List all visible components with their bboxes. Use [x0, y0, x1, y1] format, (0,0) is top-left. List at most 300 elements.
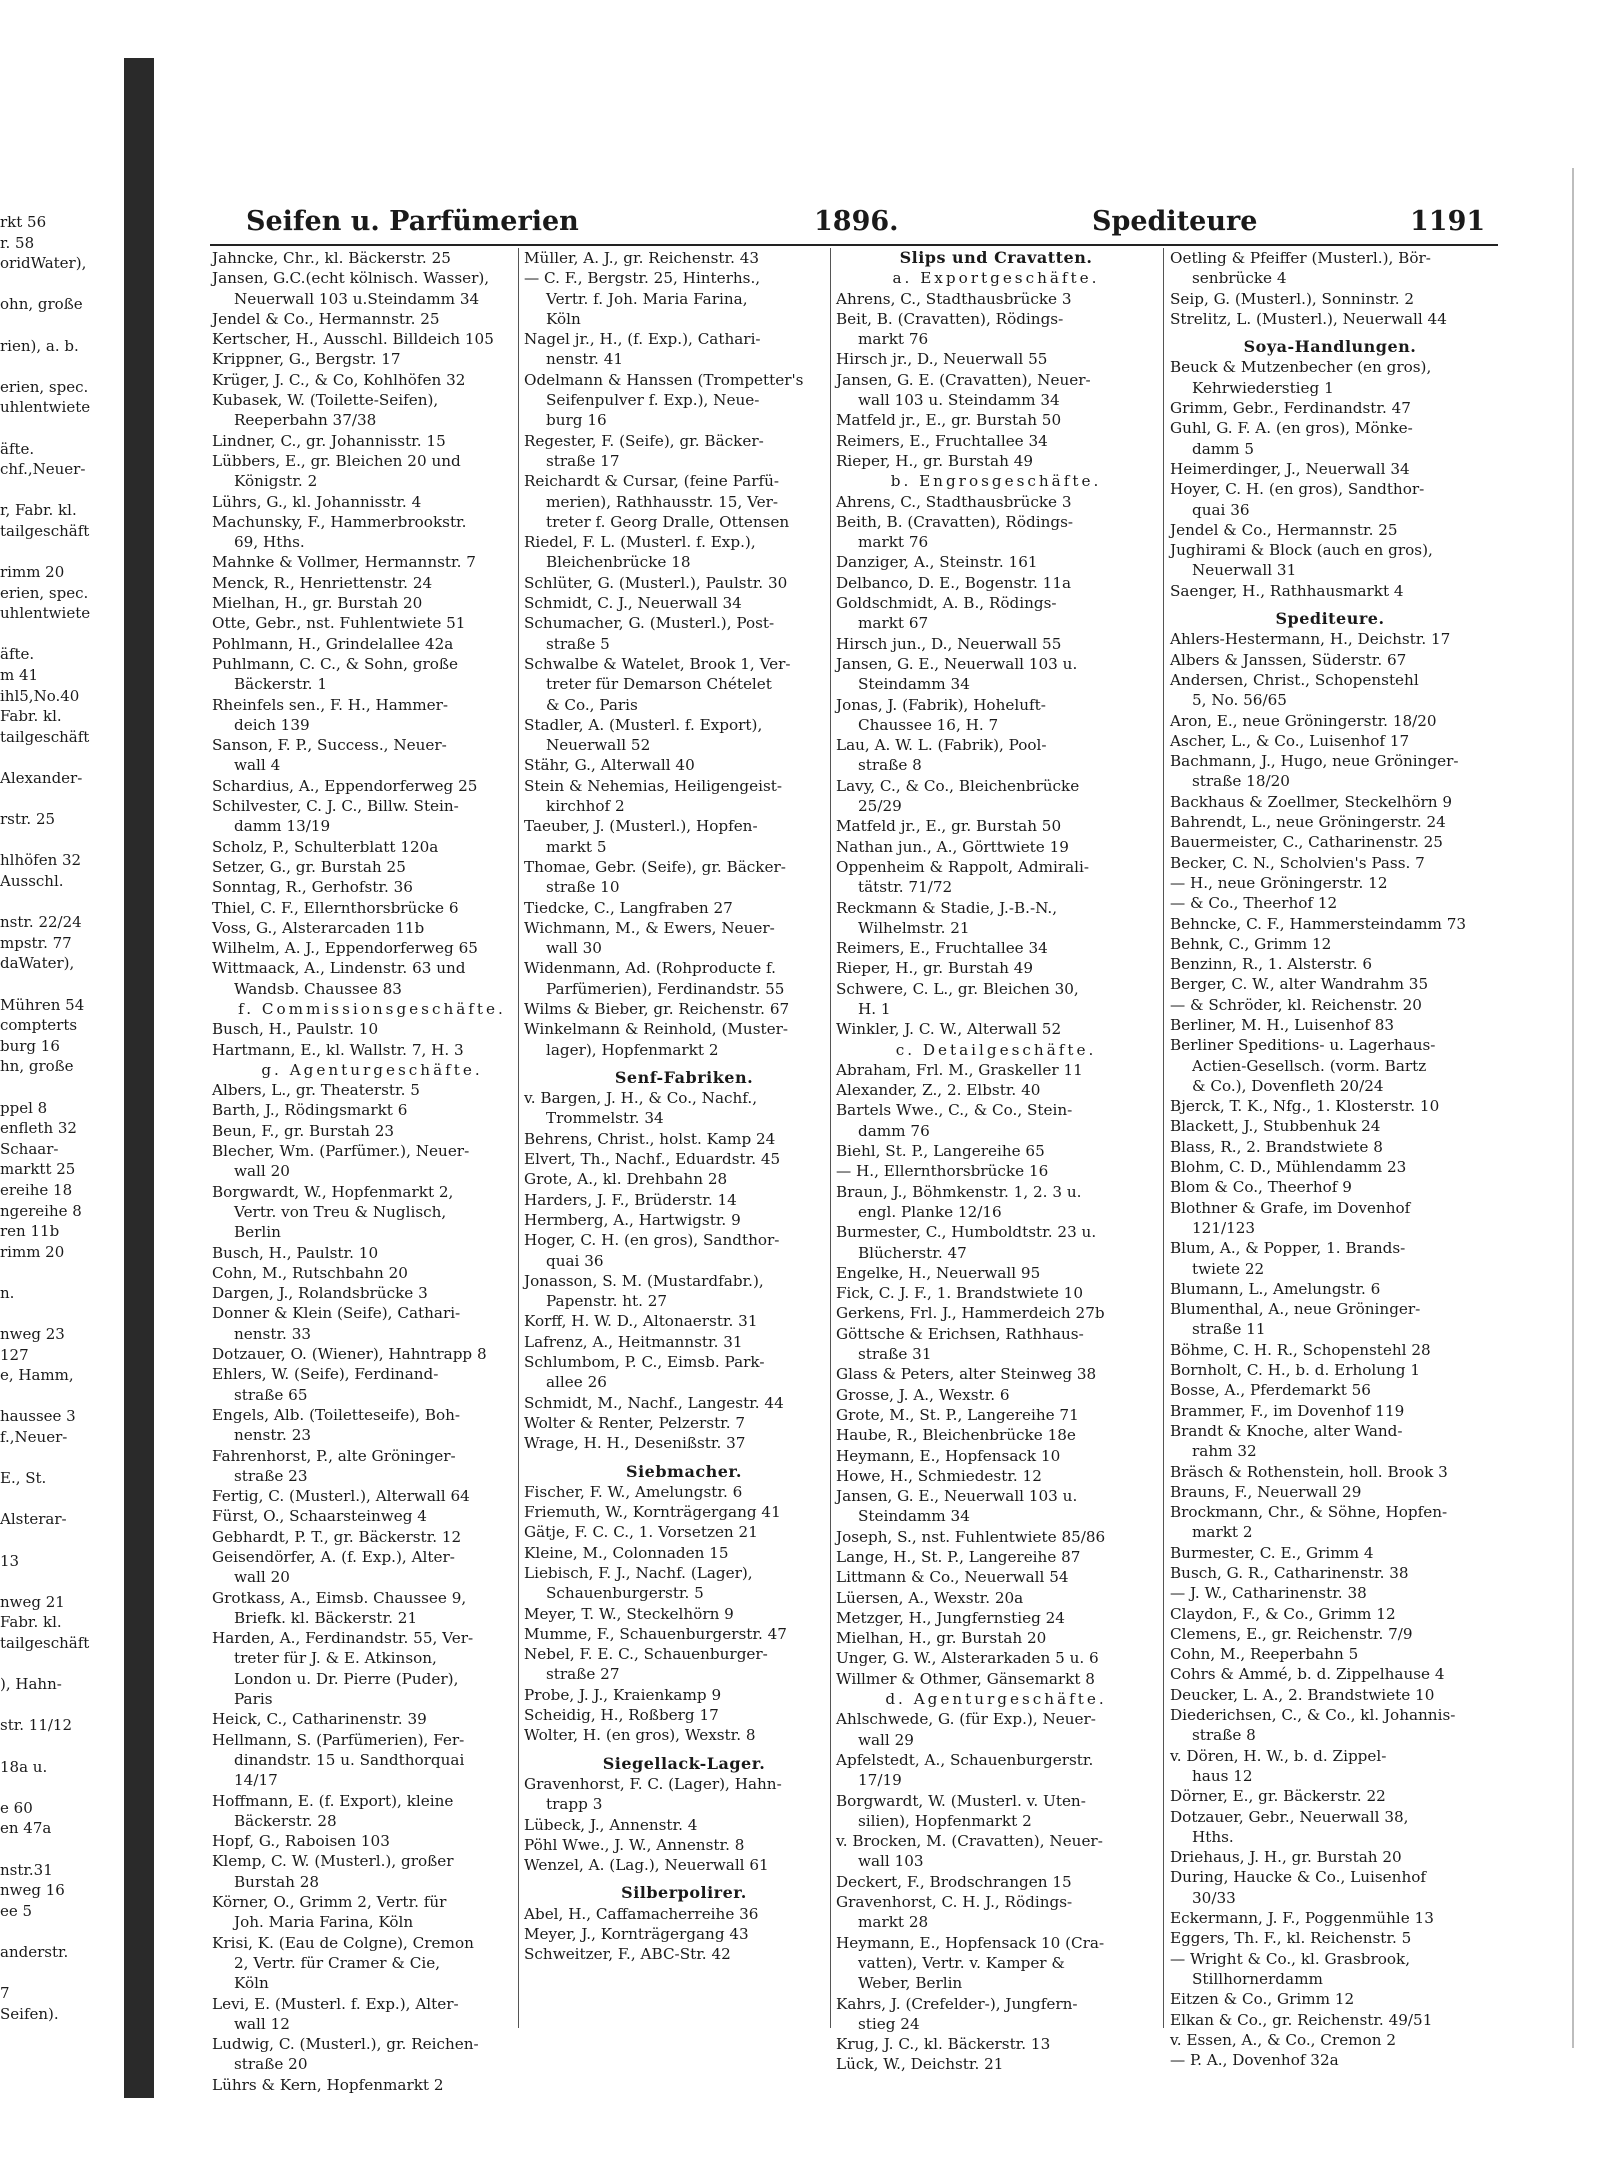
- fragment-line: ngereihe 8: [0, 1201, 82, 1220]
- directory-entry: Eitzen & Co., Grimm 12: [1170, 1990, 1355, 2009]
- directory-entry: Abel, H., Caffamacherreihe 36: [524, 1904, 759, 1923]
- directory-entry: Winkler, J. C. W., Alterwall 52: [836, 1020, 1062, 1039]
- directory-entry: Nebel, F. E. C., Schauenburger-: [524, 1645, 768, 1664]
- directory-entry: Blom & Co., Theerhof 9: [1170, 1178, 1352, 1197]
- entry-continuation: straße 11: [1192, 1320, 1266, 1339]
- fragment-line: [0, 1077, 118, 1098]
- fragment-line: äfte.: [0, 645, 35, 664]
- directory-entry: Behncke, C. F., Hammersteindamm 73: [1170, 914, 1467, 933]
- directory-entry: Blum, A., & Popper, 1. Brands-: [1170, 1239, 1406, 1258]
- entry-continuation: allee 26: [546, 1373, 607, 1392]
- directory-entry: Littmann & Co., Neuerwall 54: [836, 1568, 1069, 1587]
- entry-continuation: nenstr. 41: [546, 350, 624, 369]
- fragment-line: nstr.31: [0, 1860, 53, 1879]
- column-divider: [1163, 248, 1164, 2028]
- directory-entry: Dörner, E., gr. Bäckerstr. 22: [1170, 1787, 1386, 1806]
- directory-entry: Otte, Gebr., nst. Fuhlentwiete 51: [212, 614, 466, 633]
- directory-entry: Elkan & Co., gr. Reichenstr. 49/51: [1170, 2010, 1433, 2029]
- directory-entry: Jendel & Co., Hermannstr. 25: [212, 309, 440, 328]
- directory-entry: Grosse, J. A., Wexstr. 6: [836, 1385, 1010, 1404]
- directory-entry: Driehaus, J. H., gr. Burstah 20: [1170, 1848, 1402, 1867]
- directory-entry: Korff, H. W. D., Altonaerstr. 31: [524, 1312, 758, 1331]
- section-spacer: [1170, 601, 1490, 609]
- fragment-line: 7: [0, 1984, 10, 2003]
- header-rule: [210, 244, 1498, 246]
- entry-continuation: markt 67: [858, 614, 929, 633]
- section-spacer: [524, 1746, 844, 1754]
- entry-continuation: markt 5: [546, 837, 607, 856]
- entry-continuation: nenstr. 23: [234, 1426, 312, 1445]
- header-section-right: Spediteure: [1092, 206, 1258, 237]
- directory-entry: Haube, R., Bleichenbrücke 18e: [836, 1426, 1076, 1445]
- fragment-line: tailgeschäft: [0, 521, 90, 540]
- fragment-line: ppel 8: [0, 1098, 48, 1117]
- header-year: 1896.: [814, 206, 899, 237]
- fragment-line: [0, 274, 118, 295]
- fragment-line: [0, 624, 118, 645]
- entry-continuation: treter f. Georg Dralle, Ottensen: [546, 512, 790, 531]
- fragment-line: 127: [0, 1345, 29, 1364]
- fragment-line: Alsterar-: [0, 1510, 67, 1529]
- directory-entry: Wolter & Renter, Pelzerstr. 7: [524, 1413, 746, 1432]
- entry-continuation: straße 10: [546, 878, 620, 897]
- fragment-line: tailgeschäft: [0, 1633, 90, 1652]
- directory-entry: Berliner Speditions- u. Lagerhaus-: [1170, 1036, 1436, 1055]
- fragment-line: haussee 3: [0, 1407, 76, 1426]
- entry-continuation: Bleichenbrücke 18: [546, 553, 691, 572]
- fragment-line: nstr. 22/24: [0, 913, 82, 932]
- directory-entry: Borgwardt, W., Hopfenmarkt 2,: [212, 1182, 454, 1201]
- fragment-line: [0, 542, 118, 563]
- entry-continuation: Bäckerstr. 1: [234, 675, 327, 694]
- directory-entry: — & Co., Theerhof 12: [1170, 894, 1338, 913]
- fragment-line: n.: [0, 1283, 15, 1302]
- fragment-line: Fabr. kl.: [0, 1613, 62, 1632]
- fragment-line: uhlentwiete: [0, 398, 91, 417]
- directory-entry: Heymann, E., Hopfensack 10 (Cra-: [836, 1933, 1105, 1952]
- directory-entry: Meyer, J., Kornträgergang 43: [524, 1925, 749, 1944]
- directory-entry: Blecher, Wm. (Parfümer.), Neuer-: [212, 1142, 470, 1161]
- directory-entry: Puhlmann, C. C., & Sohn, große: [212, 654, 458, 673]
- directory-entry: Heick, C., Catharinenstr. 39: [212, 1710, 427, 1729]
- entry-continuation: 30/33: [1192, 1888, 1236, 1907]
- directory-entry: Göttsche & Erichsen, Rathhaus-: [836, 1324, 1084, 1343]
- entry-continuation: wall 29: [858, 1730, 914, 1749]
- directory-entry: Schumacher, G. (Musterl.), Post-: [524, 614, 775, 633]
- directory-entry: Kahrs, J. (Crefelder-), Jungfern-: [836, 1994, 1078, 2013]
- entry-continuation: Seifenpulver f. Exp.), Neue-: [546, 391, 760, 410]
- fragment-line: rien), a. b.: [0, 336, 79, 355]
- directory-entry: Blumann, L., Amelungstr. 6: [1170, 1279, 1381, 1298]
- directory-entry: Blumenthal, A., neue Gröninger-: [1170, 1300, 1421, 1319]
- directory-entry: Braun, J., Böhmkenstr. 1, 2. 3 u.: [836, 1182, 1082, 1201]
- directory-entry: Saenger, H., Rathhausmarkt 4: [1170, 581, 1404, 600]
- fragment-line: oridWater),: [0, 254, 87, 273]
- directory-entry: Kertscher, H., Ausschl. Billdeich 105: [212, 330, 494, 349]
- directory-entry: Lange, H., St. P., Langereihe 87: [836, 1548, 1081, 1566]
- entry-continuation: Joh. Maria Farina, Köln: [234, 1913, 414, 1932]
- directory-entry: During, Haucke & Co., Luisenhof: [1170, 1868, 1426, 1887]
- entry-continuation: Neuerwall 103 u.Steindamm 34: [234, 289, 480, 308]
- directory-entry: Stadler, A. (Musterl. f. Export),: [524, 715, 763, 734]
- directory-entry: Brandt & Knoche, alter Wand-: [1170, 1421, 1403, 1440]
- fragment-line: Alexander-: [0, 769, 83, 788]
- directory-entry: Bjerck, T. K., Nfg., 1. Klosterstr. 10: [1170, 1097, 1440, 1116]
- directory-entry: Bauermeister, C., Catharinenstr. 25: [1170, 833, 1443, 852]
- fragment-line: erien, spec.: [0, 583, 89, 602]
- entry-continuation: straße 23: [234, 1466, 308, 1485]
- entry-continuation: damm 5: [1192, 439, 1255, 458]
- fragment-line: [0, 830, 118, 851]
- directory-entry: Hoger, C. H. (en gros), Sandthor-: [524, 1231, 780, 1250]
- entry-continuation: markt 2: [1192, 1523, 1253, 1542]
- directory-entry: Elvert, Th., Nachf., Eduardstr. 45: [524, 1150, 781, 1169]
- directory-entry: Machunsky, F., Hammerbrookstr.: [212, 512, 467, 531]
- directory-entry: Liebisch, F. J., Nachf. (Lager),: [524, 1564, 753, 1582]
- directory-entry: Willmer & Othmer, Gänsemarkt 8: [836, 1669, 1095, 1688]
- fragment-line: rimm 20: [0, 1242, 65, 1261]
- directory-entry: Bornholt, C. H., b. d. Erholung 1: [1170, 1361, 1421, 1380]
- fragment-line: compterts: [0, 1016, 78, 1035]
- entry-continuation: wall 20: [234, 1568, 290, 1587]
- directory-entry: Dotzauer, Gebr., Neuerwall 38,: [1170, 1807, 1409, 1826]
- directory-entry: Busch, H., Paulstr. 10: [212, 1020, 379, 1039]
- directory-entry: Riedel, F. L. (Musterl. f. Exp.),: [524, 533, 756, 552]
- directory-entry: Körner, O., Grimm 2, Vertr. für: [212, 1893, 447, 1912]
- directory-entry: Reimers, E., Fruchtallee 34: [836, 939, 1048, 958]
- entry-continuation: 14/17: [234, 1771, 278, 1790]
- directory-entry: Schweitzer, F., ABC-Str. 42: [524, 1945, 731, 1964]
- directory-entry: Berger, C. W., alter Wandrahm 35: [1170, 975, 1429, 994]
- directory-entry: Hopf, G., Raboisen 103: [212, 1832, 390, 1851]
- entry-continuation: 17/19: [858, 1771, 902, 1790]
- entry-continuation: straße 20: [234, 2055, 308, 2074]
- entry-continuation: straße 8: [1192, 1726, 1256, 1745]
- directory-entry: Beun, F., gr. Burstah 23: [212, 1121, 395, 1140]
- directory-entry: Lavy, C., & Co., Bleichenbrücke: [836, 776, 1080, 795]
- directory-entry: Stähr, G., Alterwall 40: [524, 756, 695, 775]
- page-number: 1191: [1410, 206, 1486, 237]
- directory-entry: Setzer, G., gr. Burstah 25: [212, 857, 406, 876]
- directory-entry: Ehlers, W. (Seife), Ferdinand-: [212, 1365, 439, 1384]
- directory-entry: Unger, G. W., Alsterarkaden 5 u. 6: [836, 1649, 1099, 1668]
- directory-entry: Grote, M., St. P., Langereihe 71: [836, 1405, 1079, 1424]
- directory-entry: Berliner, M. H., Luisenhof 83: [1170, 1015, 1395, 1034]
- directory-entry: — H., neue Gröningerstr. 12: [1170, 873, 1388, 892]
- fragment-line: [0, 747, 118, 768]
- fragment-line: Fabr. kl.: [0, 707, 62, 726]
- entry-continuation: 5, No. 56/65: [1192, 691, 1287, 710]
- fragment-line: m 41: [0, 666, 39, 685]
- directory-entry: Lührs, G., kl. Johannisstr. 4: [212, 492, 422, 511]
- directory-entry: Abraham, Frl. M., Graskeller 11: [836, 1060, 1083, 1079]
- entry-continuation: straße 18/20: [1192, 772, 1290, 791]
- directory-entry: Seip, G. (Musterl.), Sonninstr. 2: [1170, 289, 1415, 308]
- entry-continuation: quai 36: [546, 1251, 604, 1270]
- fragment-line: [0, 1571, 118, 1592]
- fragment-line: [0, 1921, 118, 1942]
- directory-entry: Ahrens, C., Stadthausbrücke 3: [836, 289, 1072, 308]
- directory-entry: Rieper, H., gr. Burstah 49: [836, 959, 1034, 978]
- directory-entry: Grotkass, A., Eimsb. Chaussee 9,: [212, 1588, 467, 1607]
- directory-entry: — C. F., Bergstr. 25, Hinterhs.,: [524, 269, 761, 288]
- fragment-line: tailgeschäft: [0, 727, 90, 746]
- fragment-line: chf.,Neuer-: [0, 460, 86, 479]
- directory-entry: Pöhl Wwe., J. W., Annenstr. 8: [524, 1835, 745, 1854]
- directory-entry: Thiel, C. F., Ellernthorsbrücke 6: [212, 898, 459, 917]
- directory-entry: Danziger, A., Steinstr. 161: [836, 553, 1038, 572]
- directory-entry: Stein & Nehemias, Heiligengeist-: [524, 776, 783, 795]
- entry-continuation: trapp 3: [546, 1795, 603, 1814]
- directory-entry: Krüger, J. C., & Co, Kohlhöfen 32: [212, 370, 466, 389]
- directory-entry: Schmidt, M., Nachf., Langestr. 44: [524, 1393, 784, 1412]
- directory-entry: Deckert, F., Brodschrangen 15: [836, 1872, 1072, 1891]
- fragment-line: enfleth 32: [0, 1119, 77, 1138]
- entry-continuation: Königstr. 2: [234, 472, 318, 491]
- entry-continuation: wall 20: [234, 1162, 290, 1181]
- directory-entry: Delbanco, D. E., Bogenstr. 11a: [836, 573, 1072, 592]
- entry-continuation: rahm 32: [1192, 1442, 1257, 1461]
- directory-entry: Taeuber, J. (Musterl.), Hopfen-: [524, 817, 758, 836]
- directory-entry: Krisi, K. (Eau de Colgne), Cremon: [212, 1933, 474, 1952]
- directory-entry: v. Bargen, J. H., & Co., Nachf.,: [524, 1089, 758, 1108]
- subsection-heading: d. Agenturgeschäfte.: [885, 1690, 1107, 1709]
- entry-continuation: damm 76: [858, 1121, 930, 1140]
- fragment-line: [0, 1736, 118, 1757]
- directory-entry: Deucker, L. A., 2. Brandstwiete 10: [1170, 1685, 1435, 1704]
- directory-entry: Levi, E. (Musterl. f. Exp.), Alter-: [212, 1994, 459, 2013]
- directory-entry: Friemuth, W., Kornträgergang 41: [524, 1503, 781, 1522]
- directory-entry: Lübbers, E., gr. Bleichen 20 und: [212, 451, 461, 470]
- book-spine-shadow: [124, 58, 154, 2098]
- entry-continuation: Schauenburgerstr. 5: [546, 1584, 704, 1603]
- directory-entry: Lübeck, J., Annenstr. 4: [524, 1815, 698, 1834]
- entry-continuation: Chaussee 16, H. 7: [858, 715, 999, 734]
- directory-entry: Voss, G., Alsterarcaden 11b: [212, 918, 425, 937]
- directory-entry: Ludwig, C. (Musterl.), gr. Reichen-: [212, 2035, 479, 2054]
- entry-continuation: & Co., Paris: [546, 695, 638, 714]
- directory-entry: Mielhan, H., gr. Burstah 20: [212, 594, 423, 613]
- entry-continuation: Wilhelmstr. 21: [858, 918, 970, 937]
- directory-entry: Wilhelm, A. J., Eppendorferweg 65: [212, 939, 478, 958]
- entry-continuation: Hths.: [1192, 1827, 1234, 1846]
- entry-continuation: silien), Hopfenmarkt 2: [858, 1811, 1032, 1830]
- directory-entry: Busch, G. R., Catharinenstr. 38: [1170, 1564, 1409, 1582]
- entry-continuation: Köln: [546, 309, 581, 328]
- entry-continuation: Burstah 28: [234, 1872, 320, 1891]
- directory-entry: Blohm, C. D., Mühlendamm 23: [1170, 1158, 1407, 1177]
- fragment-line: [0, 892, 118, 913]
- directory-entry: Benzinn, R., 1. Alsterstr. 6: [1170, 955, 1373, 974]
- entry-continuation: wall 103 u. Steindamm 34: [858, 391, 1060, 410]
- directory-entry: Kleine, M., Colonnaden 15: [524, 1543, 729, 1562]
- directory-entry: Ahrens, C., Stadthausbrücke 3: [836, 492, 1072, 511]
- fragment-line: [0, 418, 118, 439]
- directory-entry: Lüersen, A., Wexstr. 20a: [836, 1588, 1024, 1607]
- entry-continuation: straße 65: [234, 1385, 308, 1404]
- directory-entry: Gätje, F. C. C., 1. Vorsetzen 21: [524, 1523, 758, 1542]
- directory-entry: Winkelmann & Reinhold, (Muster-: [524, 1020, 788, 1039]
- directory-entry: Gravenhorst, C. H. J., Rödings-: [836, 1893, 1073, 1912]
- directory-entry: — J. W., Catharinenstr. 38: [1170, 1584, 1367, 1603]
- directory-entry: Wittmaack, A., Lindenstr. 63 und: [212, 959, 466, 978]
- directory-entry: Pohlmann, H., Grindelallee 42a: [212, 634, 454, 653]
- section-spacer: [524, 1875, 844, 1883]
- entry-continuation: haus 12: [1192, 1766, 1253, 1785]
- directory-entry: Meyer, T. W., Steckelhörn 9: [524, 1604, 734, 1623]
- fragment-line: [0, 789, 118, 810]
- fragment-line: anderstr.: [0, 1942, 69, 1961]
- directory-entry: Jansen, G. E. (Cravatten), Neuer-: [836, 370, 1091, 389]
- entry-continuation: Kehrwiederstieg 1: [1192, 378, 1334, 397]
- directory-entry: Probe, J. J., Kraienkamp 9: [524, 1685, 722, 1704]
- directory-entry: Behrens, Christ., holst. Kamp 24: [524, 1129, 776, 1148]
- directory-entry: Burmester, C., Humboldtstr. 23 u.: [836, 1223, 1097, 1242]
- directory-entry: Rieper, H., gr. Burstah 49: [836, 451, 1034, 470]
- directory-entry: Dotzauer, O. (Wiener), Hahntrapp 8: [212, 1345, 487, 1364]
- directory-entry: Guhl, G. F. A. (en gros), Mönke-: [1170, 419, 1413, 438]
- facing-page-fragment: [0, 212, 118, 2023]
- directory-entry: Busch, H., Paulstr. 10: [212, 1243, 379, 1262]
- entry-continuation: 25/29: [858, 797, 902, 816]
- running-header: [246, 206, 1496, 240]
- fragment-line: nweg 21: [0, 1592, 65, 1611]
- directory-entry: Scheidig, H., Roßberg 17: [524, 1706, 719, 1725]
- directory-entry: Fürst, O., Schaarsteinweg 4: [212, 1507, 427, 1526]
- entry-continuation: burg 16: [546, 411, 607, 430]
- directory-entry: Wichmann, M., & Ewers, Neuer-: [524, 918, 775, 937]
- directory-entry: Andersen, Christ., Schopenstehl: [1170, 670, 1419, 689]
- fragment-line: [0, 1777, 118, 1798]
- directory-entry: Mumme, F., Schauenburgerstr. 47: [524, 1624, 787, 1643]
- fragment-line: [0, 356, 118, 377]
- directory-entry: Brockmann, Chr., & Söhne, Hopfen-: [1170, 1503, 1448, 1522]
- entry-continuation: straße 8: [858, 756, 922, 775]
- entry-continuation: Bäckerstr. 28: [234, 1811, 337, 1830]
- directory-entry: Blothner & Grafe, im Dovenhof: [1170, 1198, 1411, 1217]
- directory-entry: Bosse, A., Pferdemarkt 56: [1170, 1381, 1371, 1400]
- directory-entry: Gravenhorst, F. C. (Lager), Hahn-: [524, 1774, 782, 1793]
- entry-continuation: straße 27: [546, 1665, 620, 1684]
- directory-entry: Müller, A. J., gr. Reichenstr. 43: [524, 249, 760, 267]
- directory-entry: — & Schröder, kl. Reichenstr. 20: [1170, 995, 1422, 1014]
- section-heading: Slips und Cravatten.: [899, 248, 1093, 267]
- directory-entry: Tiedcke, C., Langfraben 27: [524, 898, 733, 917]
- directory-entry: Jonas, J. (Fabrik), Hoheluft-: [836, 695, 1046, 714]
- fragment-line: hn, große: [0, 1057, 74, 1076]
- fragment-line: Ausschl.: [0, 872, 64, 890]
- directory-entry: Behnk, C., Grimm 12: [1170, 934, 1332, 953]
- directory-entry: Krippner, G., Bergstr. 17: [212, 350, 401, 369]
- entry-continuation: nenstr. 33: [234, 1324, 312, 1343]
- fragment-line: [0, 1262, 118, 1283]
- entry-continuation: & Co.), Dovenfleth 20/24: [1192, 1076, 1384, 1095]
- fragment-line: en 47a: [0, 1819, 52, 1838]
- directory-entry: Matfeld jr., E., gr. Burstah 50: [836, 411, 1062, 430]
- section-heading: Senf-Fabriken.: [614, 1067, 754, 1087]
- directory-entry: Klemp, C. W. (Musterl.), großer: [212, 1852, 454, 1871]
- fragment-line: hlhöfen 32: [0, 851, 82, 870]
- directory-entry: Hirsch jr., D., Neuerwall 55: [836, 350, 1048, 369]
- entry-continuation: tätstr. 71/72: [858, 878, 953, 897]
- directory-entry: Jansen, G.C.(echt kölnisch. Wasser),: [212, 269, 490, 288]
- directory-entry: Bachmann, J., Hugo, neue Gröninger-: [1170, 752, 1459, 771]
- entry-continuation: Vertr. von Treu & Nuglisch,: [234, 1202, 447, 1221]
- directory-entry: Mahnke & Vollmer, Hermannstr. 7: [212, 553, 476, 572]
- section-spacer: [524, 1060, 844, 1068]
- entry-continuation: dinandstr. 15 u. Sandthorquai: [234, 1750, 465, 1769]
- directory-entry: Odelmann & Hanssen (Trompetter's: [524, 370, 804, 389]
- entry-continuation: Wandsb. Chaussee 83: [234, 979, 402, 998]
- fragment-line: [0, 974, 118, 995]
- entry-continuation: Trommelstr. 34: [546, 1109, 664, 1128]
- directory-entry: Bartels Wwe., C., & Co., Stein-: [836, 1101, 1073, 1120]
- entry-continuation: senbrücke 4: [1192, 269, 1287, 288]
- subsection-heading: c. Detailgeschäfte.: [895, 1040, 1097, 1059]
- directory-entry: Biehl, St. P., Langereihe 65: [836, 1142, 1045, 1161]
- fragment-line: [0, 1962, 118, 1983]
- fragment-line: Schaar-: [0, 1139, 59, 1158]
- directory-entry: Borgwardt, W. (Musterl. v. Uten-: [836, 1791, 1086, 1810]
- directory-entry: Regester, F. (Seife), gr. Bäcker-: [524, 431, 764, 450]
- entry-continuation: Vertr. f. Joh. Maria Farina,: [546, 289, 748, 308]
- directory-entry: Hartmann, E., kl. Wallstr. 7, H. 3: [212, 1040, 464, 1059]
- directory-entry: Schlüter, G. (Musterl.), Paulstr. 30: [524, 573, 788, 592]
- fragment-line: mpstr. 77: [0, 933, 72, 952]
- entry-continuation: lager), Hopfenmarkt 2: [546, 1040, 719, 1059]
- directory-entry: — Wright & Co., kl. Grasbrook,: [1170, 1949, 1411, 1968]
- directory-entry: Krug, J. C., kl. Bäckerstr. 13: [836, 2035, 1051, 2054]
- directory-entry: Nagel jr., H., (f. Exp.), Cathari-: [524, 330, 761, 349]
- section-heading: Siegellack-Lager.: [602, 1753, 766, 1773]
- directory-entry: Claydon, F., & Co., Grimm 12: [1170, 1604, 1396, 1623]
- entry-continuation: H. 1: [858, 999, 891, 1018]
- fragment-line: nweg 23: [0, 1325, 65, 1344]
- entry-continuation: Reeperbahn 37/38: [234, 411, 377, 430]
- entry-continuation: vatten), Vertr. v. Kamper &: [858, 1953, 1065, 1972]
- directory-entry: Strelitz, L. (Musterl.), Neuerwall 44: [1170, 309, 1447, 328]
- entry-continuation: Briefk. kl. Bäckerstr. 21: [234, 1608, 418, 1627]
- directory-entry: — H., Ellernthorsbrücke 16: [836, 1162, 1049, 1181]
- entry-continuation: treter für Demarson Chételet: [546, 675, 772, 694]
- fragment-line: 18a u.: [0, 1757, 48, 1776]
- header-section-left: Seifen u. Parfümerien: [246, 206, 579, 237]
- fragment-line: Seifen).: [0, 2004, 59, 2023]
- directory-entry: Heimerdinger, J., Neuerwall 34: [1170, 459, 1410, 478]
- directory-entry: Hermberg, A., Hartwigstr. 9: [524, 1210, 741, 1229]
- column-3: [836, 248, 1156, 2075]
- directory-entry: Engels, Alb. (Toiletteseife), Boh-: [212, 1405, 461, 1424]
- directory-entry: Reimers, E., Fruchtallee 34: [836, 431, 1048, 450]
- directory-entry: Beith, B. (Cravatten), Rödings-: [836, 512, 1074, 531]
- directory-entry: Hoyer, C. H. (en gros), Sandthor-: [1170, 480, 1425, 499]
- fragment-line: rkt 56: [0, 213, 47, 231]
- fragment-line: [0, 1695, 118, 1716]
- directory-entry: Geisendörfer, A. (f. Exp.), Alter-: [212, 1548, 455, 1566]
- entry-continuation: deich 139: [234, 715, 310, 734]
- directory-entry: Kubasek, W. (Toilette-Seifen),: [212, 391, 439, 410]
- fragment-line: rimm 20: [0, 563, 65, 582]
- directory-entry: Jansen, G. E., Neuerwall 103 u.: [836, 1487, 1078, 1506]
- directory-entry: Wolter, H. (en gros), Wexstr. 8: [524, 1726, 756, 1745]
- directory-entry: v. Essen, A., & Co., Cremon 2: [1170, 2030, 1396, 2049]
- directory-entry: Lührs & Kern, Hopfenmarkt 2: [212, 2075, 444, 2094]
- directory-entry: Barth, J., Rödingsmarkt 6: [212, 1101, 408, 1120]
- directory-entry: Schwalbe & Watelet, Brook 1, Ver-: [524, 654, 791, 673]
- directory-entry: Diederichsen, C., & Co., kl. Johannis-: [1170, 1706, 1456, 1725]
- fragment-line: erien, spec.: [0, 377, 89, 396]
- entry-continuation: merien), Rathhausstr. 15, Ver-: [546, 492, 779, 511]
